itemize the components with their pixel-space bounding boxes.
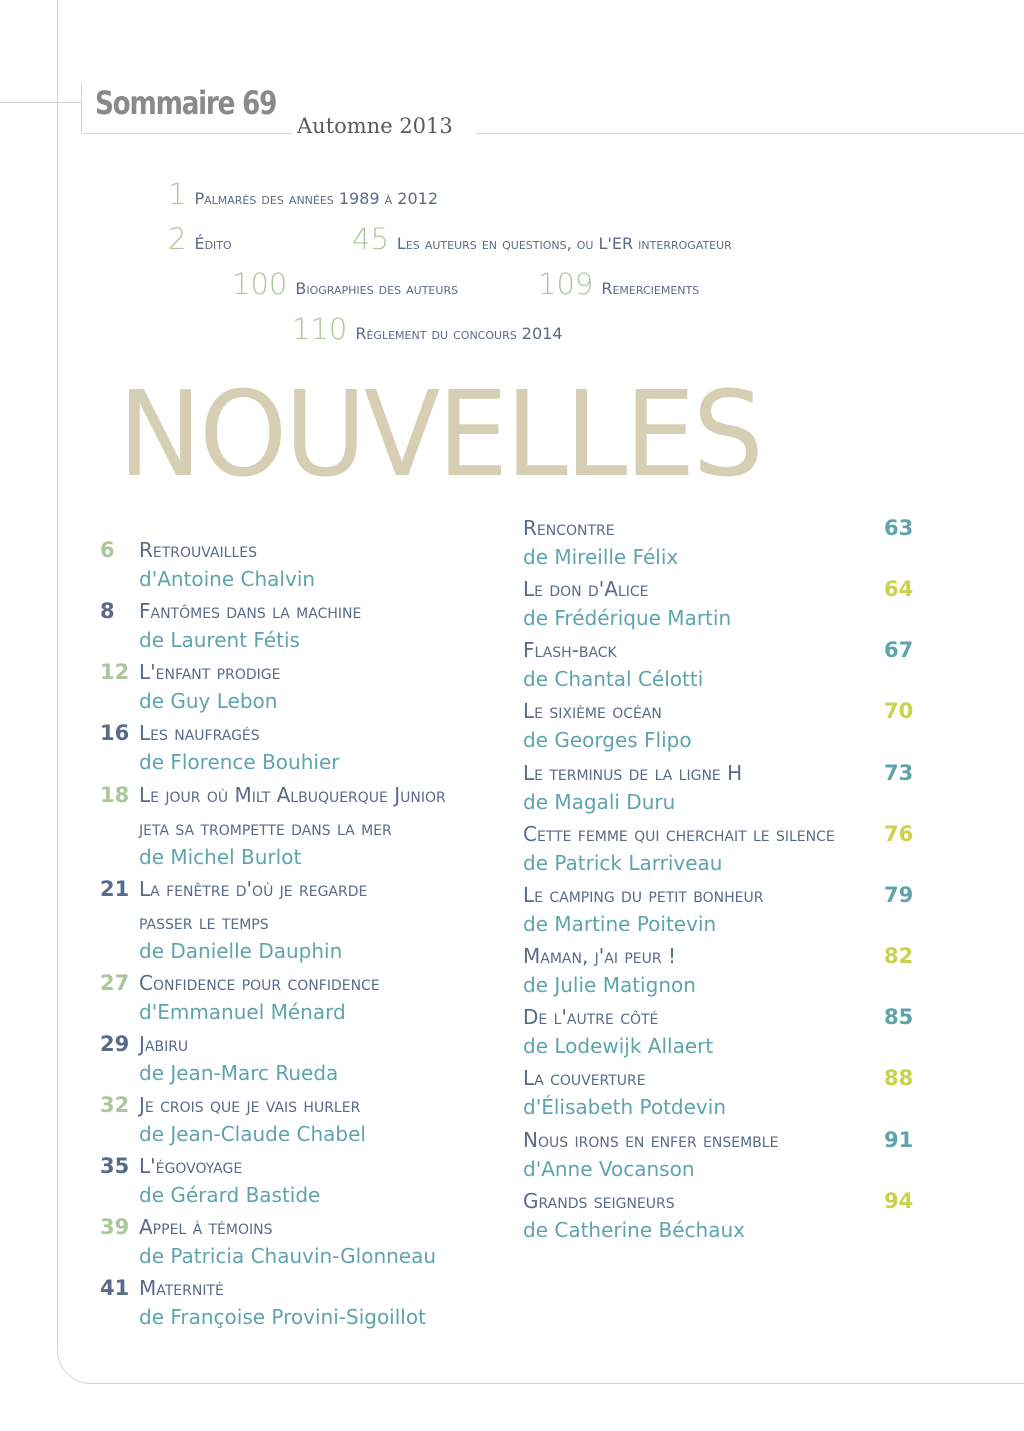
story-author: d'Anne Vocanson bbox=[523, 1157, 695, 1181]
story-author: de Catherine Béchaux bbox=[523, 1218, 745, 1242]
story-title[interactable]: Fantômes dans la machine bbox=[139, 599, 362, 623]
story-page-number: 88 bbox=[884, 1066, 914, 1090]
story-page-number: 73 bbox=[884, 761, 914, 785]
story-title[interactable]: Le sixième océan bbox=[523, 699, 662, 723]
story-author: de Magali Duru bbox=[523, 790, 676, 814]
header-rule-under-title bbox=[82, 133, 292, 134]
story-title[interactable]: Le terminus de la ligne H bbox=[523, 761, 743, 785]
story-page-number: 18 bbox=[100, 783, 130, 807]
story-author: de Jean-Marc Rueda bbox=[139, 1061, 339, 1085]
story-author: de Florence Bouhier bbox=[139, 750, 340, 774]
toc-label: Règlement du concours 2014 bbox=[355, 324, 563, 343]
story-author: de Françoise Provini-Sigoillot bbox=[139, 1305, 426, 1329]
page-frame-left bbox=[57, 0, 58, 1350]
story-author: de Chantal Célotti bbox=[523, 667, 704, 691]
story-page-number: 29 bbox=[100, 1032, 130, 1056]
section-heading: NOUVELLES bbox=[118, 365, 761, 503]
story-author: de Patrick Larriveau bbox=[523, 851, 723, 875]
toc-item[interactable] bbox=[292, 312, 563, 346]
toc-page-number: 1 bbox=[168, 177, 187, 211]
story-author: de Julie Matignon bbox=[523, 973, 696, 997]
story-page-number: 39 bbox=[100, 1215, 130, 1239]
toc-item[interactable] bbox=[352, 222, 732, 256]
story-author: de Mireille Félix bbox=[523, 545, 679, 569]
story-title[interactable]: Maternité bbox=[139, 1276, 224, 1300]
story-page-number: 16 bbox=[100, 721, 130, 745]
story-title[interactable]: Rencontre bbox=[523, 516, 615, 540]
page-title: Sommaire 69 bbox=[95, 84, 277, 122]
toc-page-number: 109 bbox=[538, 267, 594, 301]
story-page-number: 70 bbox=[884, 699, 914, 723]
story-page-number: 63 bbox=[884, 516, 914, 540]
story-page-number: 35 bbox=[100, 1154, 130, 1178]
toc-item[interactable] bbox=[168, 222, 232, 256]
toc-label: Remerciements bbox=[601, 279, 700, 298]
story-page-number: 64 bbox=[884, 577, 914, 601]
edition-label: Automne 2013 bbox=[297, 114, 453, 138]
header-rule-left bbox=[0, 102, 82, 103]
toc-label: Biographies des auteurs bbox=[295, 279, 459, 298]
story-page-number: 12 bbox=[100, 660, 130, 684]
story-page-number: 27 bbox=[100, 971, 130, 995]
header-rule-tick bbox=[81, 83, 82, 133]
story-author: de Michel Burlot bbox=[139, 845, 302, 869]
story-page-number: 41 bbox=[100, 1276, 130, 1300]
story-title-continued[interactable]: passer le temps bbox=[139, 910, 269, 934]
toc-item[interactable] bbox=[168, 177, 439, 211]
story-title[interactable]: Le jour où Milt Albuquerque Junior bbox=[139, 783, 446, 807]
toc-page-number: 45 bbox=[352, 222, 389, 256]
story-title[interactable]: Grands seigneurs bbox=[523, 1189, 675, 1213]
story-title[interactable]: Retrouvailles bbox=[139, 538, 258, 562]
story-title-continued[interactable]: jeta sa trompette dans la mer bbox=[139, 816, 392, 840]
story-title[interactable]: L'égovoyage bbox=[139, 1154, 243, 1178]
story-author: de Lodewijk Allaert bbox=[523, 1034, 714, 1058]
story-title[interactable]: Confidence pour confidence bbox=[139, 971, 380, 995]
page-frame-bottom bbox=[90, 1383, 1024, 1384]
toc-label: Palmarès des années 1989 à 2012 bbox=[194, 189, 439, 208]
story-author: de Frédérique Martin bbox=[523, 606, 732, 630]
story-title[interactable]: L'enfant prodige bbox=[139, 660, 281, 684]
story-page-number: 91 bbox=[884, 1128, 914, 1152]
story-title[interactable]: Jabiru bbox=[139, 1032, 189, 1056]
story-author: de Martine Poitevin bbox=[523, 912, 717, 936]
story-author: d'Emmanuel Ménard bbox=[139, 1000, 346, 1024]
story-title[interactable]: De l'autre côté bbox=[523, 1005, 659, 1029]
story-author: de Georges Flipo bbox=[523, 728, 692, 752]
story-author: de Gérard Bastide bbox=[139, 1183, 321, 1207]
story-page-number: 21 bbox=[100, 877, 130, 901]
story-author: de Guy Lebon bbox=[139, 689, 278, 713]
story-title[interactable]: Flash-back bbox=[523, 638, 617, 662]
story-title[interactable]: Les naufragés bbox=[139, 721, 260, 745]
toc-item[interactable] bbox=[538, 267, 700, 301]
story-page-number: 85 bbox=[884, 1005, 914, 1029]
toc-page-number: 110 bbox=[292, 312, 348, 346]
story-page-number: 6 bbox=[100, 538, 115, 562]
story-author: de Patricia Chauvin-Glonneau bbox=[139, 1244, 437, 1268]
story-title[interactable]: La couverture bbox=[523, 1066, 646, 1090]
story-title[interactable]: La fenêtre d'où je regarde bbox=[139, 877, 368, 901]
story-title[interactable]: Le don d'Alice bbox=[523, 577, 649, 601]
story-author: de Danielle Dauphin bbox=[139, 939, 343, 963]
page-frame-corner bbox=[57, 1350, 91, 1384]
story-author: d'Antoine Chalvin bbox=[139, 567, 316, 591]
story-title[interactable]: Nous irons en enfer ensemble bbox=[523, 1128, 779, 1152]
story-page-number: 67 bbox=[884, 638, 914, 662]
story-page-number: 94 bbox=[884, 1189, 914, 1213]
story-page-number: 79 bbox=[884, 883, 914, 907]
toc-label: Les auteurs en questions, ou L'ER interrogateur bbox=[396, 234, 732, 253]
story-title[interactable]: Je crois que je vais hurler bbox=[139, 1093, 361, 1117]
story-author: de Jean-Claude Chabel bbox=[139, 1122, 366, 1146]
toc-page-number: 2 bbox=[168, 222, 187, 256]
story-author: d'Élisabeth Potdevin bbox=[523, 1095, 726, 1119]
story-title[interactable]: Maman, j'ai peur ! bbox=[523, 944, 677, 968]
header-rule-right bbox=[476, 133, 1024, 134]
story-title[interactable]: Cette femme qui cherchait le silence bbox=[523, 822, 835, 846]
toc-page-number: 100 bbox=[232, 267, 288, 301]
story-page-number: 8 bbox=[100, 599, 115, 623]
story-title[interactable]: Appel à témoins bbox=[139, 1215, 273, 1239]
story-page-number: 32 bbox=[100, 1093, 130, 1117]
story-title[interactable]: Le camping du petit bonheur bbox=[523, 883, 764, 907]
story-author: de Laurent Fétis bbox=[139, 628, 300, 652]
story-page-number: 76 bbox=[884, 822, 914, 846]
toc-label: Édito bbox=[194, 234, 232, 253]
toc-item[interactable] bbox=[232, 267, 459, 301]
story-page-number: 82 bbox=[884, 944, 914, 968]
